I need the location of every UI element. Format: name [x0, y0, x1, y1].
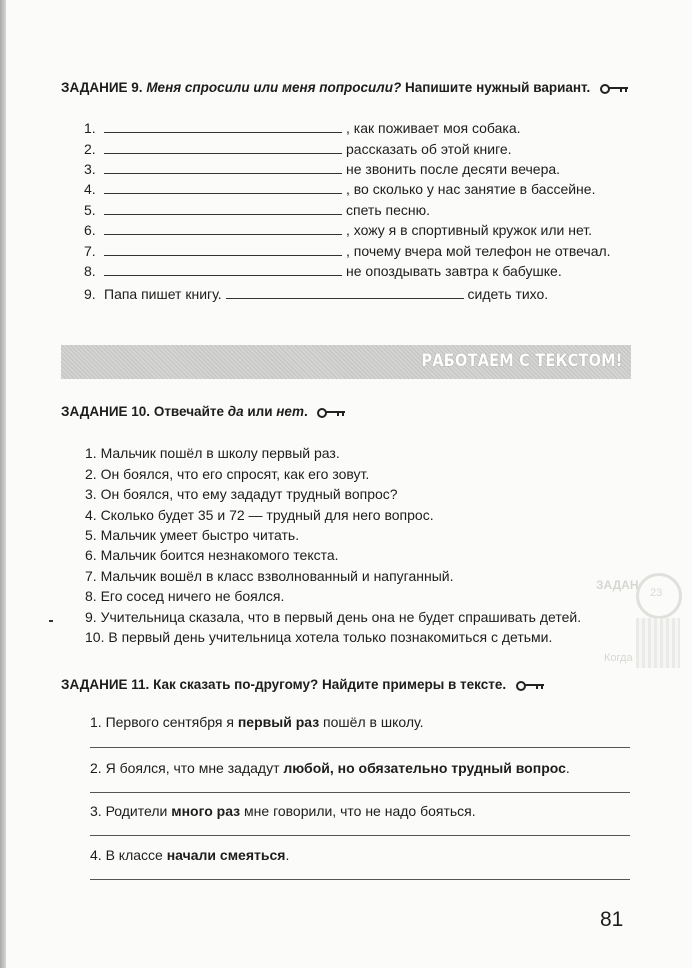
task9-item-9: 9. Папа пишет книгу. сидеть тихо. [84, 286, 549, 302]
answer-line[interactable] [90, 792, 630, 793]
answer-blank[interactable] [104, 241, 342, 256]
task10-item: 7. Мальчик вошёл в класс взволнованный и напуганный. [85, 568, 454, 584]
task10-item: 9. Учительница сказала, что в первый день она не будет спрашивать детей. [85, 609, 582, 625]
bleed-through-qr-code [636, 618, 680, 668]
answer-key-icon [317, 407, 345, 417]
task9-instruction: Напишите нужный вариант. [401, 80, 591, 95]
task10-item: 1. Мальчик пошёл в школу первый раз. [85, 445, 340, 461]
task9-item-7: 7. , почему вчера мой телефон не отвечал. [84, 243, 611, 259]
task10-item: 10. В первый день учительница хотела только познакомиться с детьми. [85, 629, 553, 645]
page-number: 81 [600, 908, 624, 931]
task9-label: ЗАДАНИЕ 9. [61, 80, 143, 95]
answer-key-icon [600, 83, 628, 93]
task9-item-8: 8. не опоздывать завтра к бабушке. [84, 263, 562, 279]
task11-item-2: 2. Я боялся, что мне зададут любой, но обязательно трудный вопрос. [90, 760, 570, 776]
answer-line[interactable] [90, 879, 630, 880]
task10-item: 8. Его сосед ничего не боялся. [85, 588, 285, 604]
task9-item-3: 3. не звонить после десяти вечера. [84, 161, 561, 177]
section-banner-title: РАБОТАЕМ С ТЕКСТОМ! [421, 351, 623, 371]
task11-item-3: 3. Родители много раз мне говорили, что не надо бояться. [90, 803, 476, 819]
answer-blank[interactable] [104, 220, 342, 235]
section-banner [61, 345, 631, 379]
task10-item: 5. Мальчик умеет быстро читать. [85, 527, 300, 543]
answer-key-icon [516, 680, 544, 690]
task10-label: ЗАДАНИЕ 10. [61, 404, 151, 419]
answer-blank[interactable] [104, 118, 342, 133]
bleed-through-heading: ЗАДАН [596, 578, 639, 592]
answer-blank[interactable] [226, 284, 464, 299]
task11-heading [61, 677, 544, 692]
answer-line[interactable] [90, 835, 630, 836]
answer-line[interactable] [90, 747, 630, 748]
task9-item-4: 4. , во сколько у нас занятие в бассейне. [84, 181, 596, 197]
task9-question: Меня спросили или меня попросили? [146, 80, 402, 95]
task10-item: 4. Сколько будет 35 и 72 — трудный для него вопрос. [85, 507, 434, 523]
task9-item-1: 1. , как поживает моя собака. [84, 120, 521, 136]
task10-heading: ЗАДАНИЕ 10. Отвечайте да или нет. [61, 404, 345, 419]
pen-mark [49, 620, 53, 622]
task10-item: 6. Мальчик боится незнакомого текста. [85, 547, 339, 563]
task10-item: 3. Он боялся, что ему зададут трудный вопрос? [85, 486, 398, 502]
task11-label: ЗАДАНИЕ 11. [61, 677, 150, 692]
task10-item: 2. Он боялся, что его спросят, как его зовут. [85, 466, 370, 482]
answer-blank[interactable] [104, 139, 342, 154]
answer-blank[interactable] [104, 179, 342, 194]
answer-blank[interactable] [104, 200, 342, 215]
bleed-through-text: Когда [604, 652, 633, 664]
task11-item-4: 4. В классе начали смеяться. [90, 847, 290, 863]
answer-blank[interactable] [104, 261, 342, 276]
answer-blank[interactable] [104, 159, 342, 174]
task9-heading [61, 80, 628, 95]
task9-item-6: 6. , хожу я в спортивный кружок или нет. [84, 222, 593, 238]
task11-instruction: Как сказать по-другому? Найдите примеры в тексте. [149, 677, 507, 692]
task9-item-2: 2. рассказать об этой книге. [84, 141, 512, 157]
task11-item-1: 1. Первого сентября я первый раз пошёл в школу. [90, 714, 424, 730]
bleed-through-headphones-icon: 23 [636, 573, 682, 619]
task9-item-5: 5. спеть песню. [84, 202, 430, 218]
